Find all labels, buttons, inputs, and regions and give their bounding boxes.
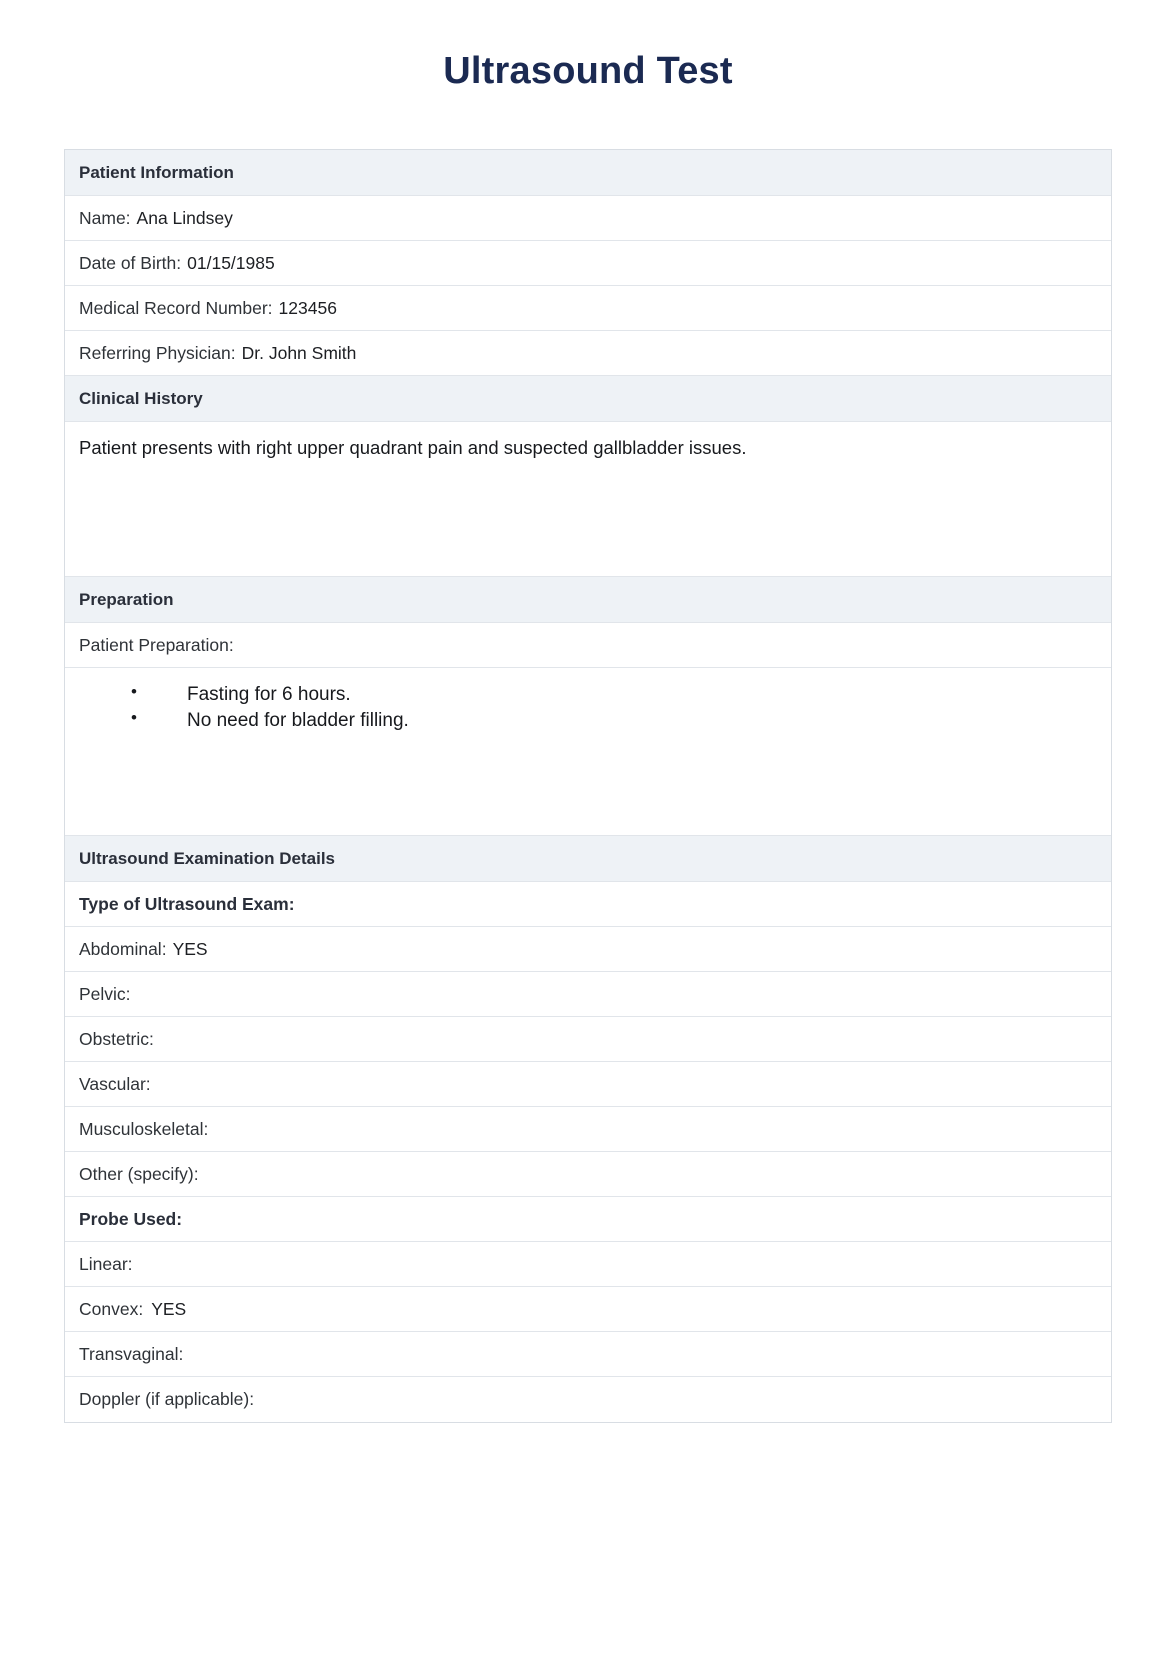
field-label-type-of-ultrasound-exam: Type of Ultrasound Exam: [79,893,295,914]
patient-preparation-textarea[interactable] [65,668,1111,836]
section-header-ultrasound-examination-details [65,836,1111,882]
section-title: Ultrasound Examination Details [79,848,335,868]
list-item: • No need for bladder filling. [131,708,409,734]
field-row-obstetric [65,1017,1111,1062]
document-page [0,50,1176,1680]
preparation-list [79,682,409,733]
field-label-name: Name: [79,207,131,228]
field-value-convex[interactable]: YES [151,1298,187,1319]
field-value-referring-physician[interactable]: Dr. John Smith [241,342,357,363]
field-row-exam-type-heading [65,882,1111,927]
clinical-history-textarea[interactable] [65,422,1111,577]
field-label-date-of-birth: Date of Birth: [79,252,182,273]
field-row-patient-preparation [65,623,1111,668]
section-header-preparation [65,577,1111,623]
section-header-patient-information [65,150,1111,196]
field-label-musculoskeletal: Musculoskeletal: [79,1118,209,1139]
field-label-probe-used: Probe Used: [79,1208,183,1229]
field-row-referring-physician [65,331,1111,376]
field-label-pelvic: Pelvic: [79,983,131,1004]
field-row-transvaginal [65,1332,1111,1377]
field-label-other-specify: Other (specify): [79,1163,199,1184]
field-row-medical-record-number [65,286,1111,331]
section-header-clinical-history [65,376,1111,422]
field-row-vascular [65,1062,1111,1107]
field-row-name [65,196,1111,241]
field-row-linear [65,1242,1111,1287]
field-row-musculoskeletal [65,1107,1111,1152]
field-label-abdominal: Abdominal: [79,938,167,959]
field-label-referring-physician: Referring Physician: [79,342,236,363]
field-row-probe-used-heading [65,1197,1111,1242]
field-row-other-specify [65,1152,1111,1197]
field-label-medical-record-number: Medical Record Number: [79,297,273,318]
field-label-transvaginal: Transvaginal: [79,1343,184,1364]
page-title: Ultrasound Test [443,50,733,92]
field-value-abdominal[interactable]: YES [172,938,208,959]
section-title: Preparation [79,589,174,609]
ultrasound-form [64,149,1112,1423]
field-value-medical-record-number[interactable]: 123456 [278,297,337,318]
section-title: Clinical History [79,388,203,408]
clinical-history-text: Patient presents with right upper quadrant pain and suspected gallbladder issues. [79,437,747,458]
field-label-obstetric: Obstetric: [79,1028,154,1049]
field-row-abdominal [65,927,1111,972]
section-title: Patient Information [79,162,234,182]
field-label-doppler: Doppler (if applicable): [79,1389,255,1409]
field-row-pelvic [65,972,1111,1017]
field-label-convex: Convex: [79,1298,144,1319]
field-label-vascular: Vascular: [79,1073,151,1094]
field-row-date-of-birth [65,241,1111,286]
field-value-date-of-birth[interactable]: 01/15/1985 [187,252,275,273]
field-row-doppler [65,1377,1111,1422]
field-label-linear: Linear: [79,1253,133,1274]
field-label-patient-preparation: Patient Preparation: [79,634,234,655]
field-value-name[interactable]: Ana Lindsey [136,207,233,228]
field-row-convex [65,1287,1111,1332]
list-item: • Fasting for 6 hours. [131,682,409,708]
